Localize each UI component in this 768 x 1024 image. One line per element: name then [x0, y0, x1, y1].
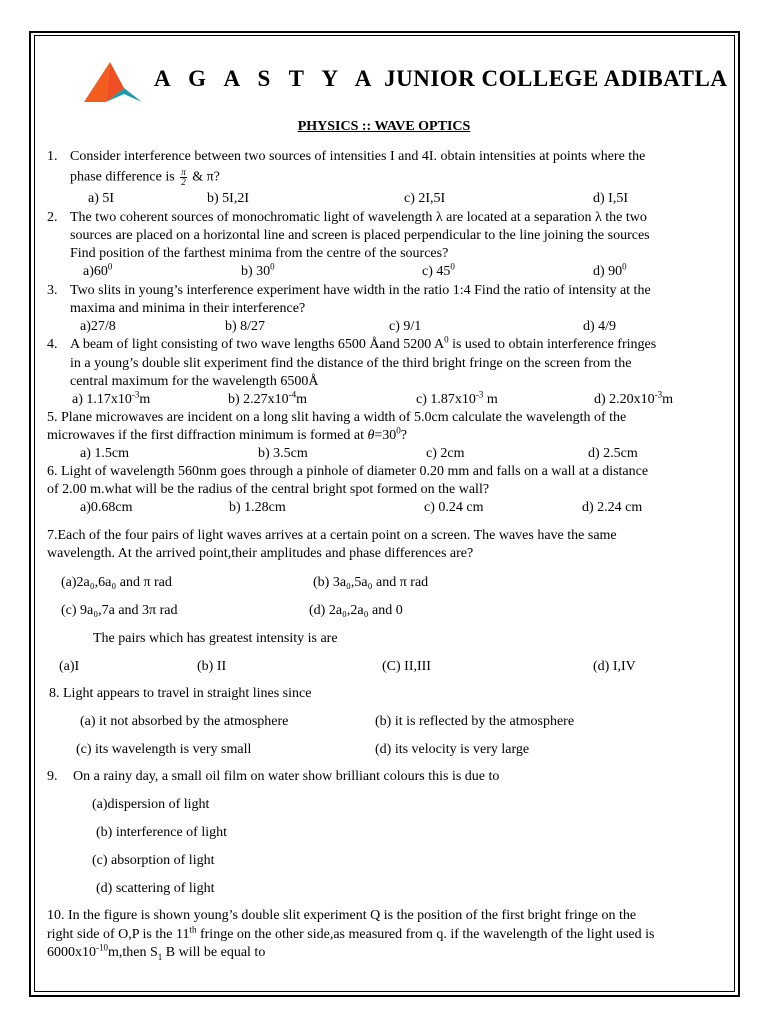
q2-option-b-text: b) 30	[241, 264, 271, 279]
degree-superscript: 0	[270, 261, 275, 272]
q4-option-c	[416, 391, 498, 409]
q8-option-a: (a) it not absorbed by the atmosphere	[80, 714, 289, 729]
q2-option-d-text: d) 90	[593, 264, 623, 279]
q7-option-c: (C) II,III	[382, 659, 431, 674]
q9-option-c: (c) absorption of light	[92, 853, 215, 868]
q10-line3-sub: 1	[157, 951, 163, 962]
q2-option-c	[422, 263, 455, 281]
q5-option-b: b) 3.5cm	[258, 446, 308, 461]
q2-line2: sources are placed on a horizontal line and screen is placed perpendicular to the line joining the sources	[70, 228, 650, 243]
q1-line2-post: & π?	[192, 169, 220, 185]
q4-line1-sup: 0	[444, 334, 449, 345]
q7-option-a: (a)I	[59, 659, 80, 674]
q8-option-c: (c) its wavelength is very small	[76, 742, 252, 757]
college-name-rest: JUNIOR COLLEGE ADIBATLA	[384, 66, 728, 91]
q7-option-d: (d) I,IV	[593, 659, 636, 674]
q6-line1: 6. Light of wavelength 560nm goes through a pinhole of diameter 0.20 mm and falls on a wall at a distance	[47, 464, 649, 479]
q10-line2-sup: th	[189, 924, 197, 935]
q4-option-d	[594, 391, 673, 409]
q5-option-c: c) 2cm	[426, 446, 465, 461]
q4-option-b	[228, 391, 307, 409]
q10-line2	[47, 926, 654, 944]
q3-option-b: b) 8/27	[225, 319, 266, 334]
degree-superscript: 0	[450, 261, 455, 272]
q1-option-d: d) I,5I	[593, 191, 628, 206]
degree-superscript: 0	[396, 425, 401, 436]
q8-option-d: (d) its velocity is very large	[375, 742, 530, 757]
q7-line2: wavelength. At the arrived point,their amplitudes and phase differences are?	[47, 546, 474, 561]
q10-line3-post: B will be equal to	[162, 945, 266, 960]
q4-option-b-pre: b) 2.27x10	[228, 392, 289, 407]
q9-option-d: (d) scattering of light	[96, 881, 215, 896]
q2-line3: Find position of the farthest minima from the centre of the sources?	[70, 246, 449, 261]
q4-option-a-post: m	[139, 392, 151, 407]
q10-line3-mid: m,then S	[108, 945, 158, 960]
q1-line2	[70, 168, 220, 187]
q3-line2: maxima and minima in their interference?	[70, 301, 306, 316]
q10-line2-post: fringe on the other side,as measured from q. if the wavelength of the light used is	[196, 927, 655, 942]
q7-pair-c: (c) 9a₀,7a and 3π rad	[61, 603, 178, 618]
q3-number: 3.	[47, 283, 58, 298]
q4-option-a	[72, 391, 150, 409]
q4-option-a-sup: -3	[131, 389, 140, 400]
q4-option-d-post: m	[662, 392, 674, 407]
q2-option-a	[83, 263, 112, 281]
q7-line1: 7.Each of the four pairs of light waves arrives at a certain point on a screen. The waves have the same	[47, 528, 617, 543]
q4-line1-pre: A beam of light consisting of two wave lengths 6500 Åand 5200 A	[70, 337, 445, 352]
q1-option-c: c) 2I,5I	[404, 191, 446, 206]
q9-option-b: (b) interference of light	[96, 825, 227, 840]
q2-option-a-text: a)60	[83, 264, 108, 279]
q4-line1	[70, 336, 656, 354]
subject-title: PHYSICS :: WAVE OPTICS	[297, 119, 471, 134]
q4-option-b-post: m	[296, 392, 308, 407]
degree-superscript: 0	[622, 261, 627, 272]
q1-line1: Consider interference between two sources of intensities I and 4I. obtain intensities at points where the	[70, 149, 646, 164]
college-logo-icon	[84, 62, 142, 104]
q2-option-b	[241, 263, 275, 281]
q6-option-a: a)0.68cm	[80, 500, 133, 515]
college-name	[154, 66, 727, 92]
q8-line1: 8. Light appears to travel in straight lines since	[49, 686, 312, 701]
q5-line2-pre: microwaves if the first diffraction minimum is formed at	[47, 428, 368, 443]
q10-line1: 10. In the figure is shown young’s double slit experiment Q is the position of the first bright fringe on the	[47, 908, 637, 923]
theta-symbol: θ	[367, 428, 375, 443]
q4-line2: in a young’s double slit experiment find the distance of the third bright fringe on the screen from the	[70, 356, 632, 371]
q10-line3-pre: 6000x10	[47, 945, 96, 960]
q9-line1: On a rainy day, a small oil film on water show brilliant colours this is due to	[73, 769, 500, 784]
q7-pair-b: (b) 3a₀,5a₀ and π rad	[313, 575, 429, 590]
q4-option-d-pre: d) 2.20x10	[594, 392, 655, 407]
q6-line2: of 2.00 m.what will be the radius of the central bright spot formed on the wall?	[47, 482, 490, 497]
q7-pair-d: (d) 2a₀,2a₀ and 0	[309, 603, 403, 618]
q5-line2	[47, 427, 407, 445]
q3-line1: Two slits in young’s interference experiment have width in the ratio 1:4 Find the ratio of intensity at the	[70, 283, 651, 298]
q5-option-d: d) 2.5cm	[588, 446, 638, 461]
q6-option-c: c) 0.24 cm	[424, 500, 484, 515]
q4-line3: central maximum for the wavelength 6500Å	[70, 374, 319, 389]
q1-option-b: b) 5I,2I	[207, 191, 249, 206]
q3-option-c: c) 9/1	[389, 319, 422, 334]
q7-option-b: (b) II	[197, 659, 227, 674]
q1-option-a: a) 5I	[88, 191, 115, 206]
q8-option-b: (b) it is reflected by the atmosphere	[375, 714, 575, 729]
q4-option-c-pre: c) 1.87x10	[416, 392, 476, 407]
q2-number: 2.	[47, 210, 58, 225]
q9-option-a: (a)dispersion of light	[92, 797, 210, 812]
q4-option-b-sup: -4	[288, 389, 297, 400]
q4-number: 4.	[47, 337, 58, 352]
q2-line1: The two coherent sources of monochromatic light of wavelength λ are located at a separation λ the two	[70, 210, 647, 225]
q7-prompt: The pairs which has greatest intensity is are	[93, 631, 338, 646]
degree-superscript: 0	[107, 261, 113, 272]
q1-number: 1.	[47, 149, 58, 164]
q4-option-d-sup: -3	[654, 389, 663, 400]
q4-option-c-sup: -3	[475, 389, 484, 400]
q1-line2-pre: phase difference is	[70, 169, 175, 185]
q4-line1-post: is used to obtain interference fringes	[448, 337, 657, 352]
q7-pair-a: (a)2a₀,6a₀ and π rad	[61, 575, 172, 590]
q10-line3-sup: -10	[96, 942, 108, 953]
college-name-spaced: A G A S T Y A	[154, 66, 378, 91]
q6-option-d: d) 2.24 cm	[582, 500, 643, 515]
fraction-numerator: π	[181, 167, 186, 177]
q5-line1: 5. Plane microwaves are incident on a long slit having a width of 5.0cm calculate the wavelength of the	[47, 410, 627, 425]
q2-option-d	[593, 263, 627, 281]
q5-line2-post: ?	[400, 428, 408, 443]
pi-over-two-fraction	[180, 168, 187, 187]
q4-option-c-post: m	[483, 392, 498, 407]
q3-option-d: d) 4/9	[583, 319, 617, 334]
fraction-denominator: 2	[181, 177, 186, 187]
q5-option-a: a) 1.5cm	[80, 446, 129, 461]
q4-option-a-pre: a) 1.17x10	[72, 392, 132, 407]
q2-option-c-text: c) 45	[422, 264, 451, 279]
q10-line3	[47, 944, 265, 962]
q3-option-a: a)27/8	[80, 319, 116, 334]
q5-line2-mid: =30	[374, 428, 397, 443]
q9-number: 9.	[47, 769, 58, 784]
q10-line2-pre: right side of O,P is the 11	[47, 927, 190, 942]
q6-option-b: b) 1.28cm	[229, 500, 286, 515]
